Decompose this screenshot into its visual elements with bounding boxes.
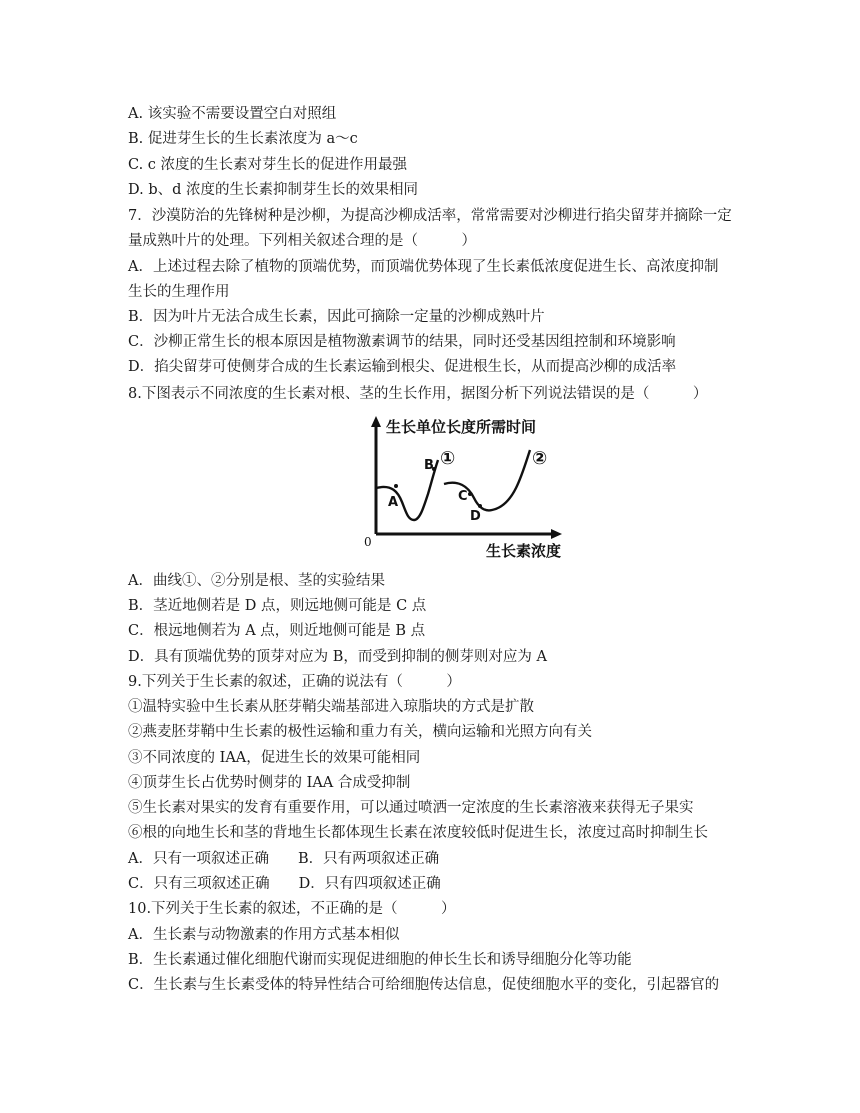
option-8c: C．根远地侧若为 A 点，则近地侧可能是 B 点	[128, 623, 426, 639]
option-10c: C．生长素与生长素受体的特异性结合可给细胞传达信息，促使细胞水平的变化，引起器官的	[128, 977, 720, 993]
auxin-curve-diagram	[352, 414, 592, 568]
point-c-label: C	[458, 489, 468, 504]
option-10b: B．生长素通过催化细胞代谢而实现促进细胞的伸长生长和诱导细胞分化等功能	[128, 952, 632, 968]
point-d-dot	[478, 504, 482, 508]
point-a-dot	[394, 484, 398, 488]
option-10a: A．生长素与动物激素的作用方式基本相似	[128, 927, 400, 943]
option-8d: D．具有顶端优势的顶芽对应为 B，而受到抑制的侧芽则对应为 A	[128, 649, 547, 665]
point-a-label: A	[388, 495, 399, 510]
y-axis-arrow	[371, 416, 381, 427]
x-axis-arrow	[551, 529, 562, 539]
statement-9-6: ⑥根的向地生长和茎的背地生长都体现生长素在浓度较低时促进生长，浓度过高时抑制生长	[128, 825, 708, 841]
curve-2-stem	[444, 450, 530, 510]
options-9-ab: A．只有一项叙述正确 B．只有两项叙述正确	[128, 851, 440, 867]
option-6d: D. b、d 浓度的生长素抑制芽生长的效果相同	[128, 182, 418, 198]
curve-1-label: ①	[440, 448, 456, 469]
question-7-stem-cont: 量成熟叶片的处理。下列相关叙述合理的是（ ）	[128, 233, 476, 249]
statement-9-1: ①温特实验中生长素从胚芽鞘尖端基部进入琼脂块的方式是扩散	[128, 699, 534, 715]
option-6c: C. c 浓度的生长素对芽生长的促进作用最强	[128, 157, 408, 173]
auxin-response-figure	[352, 414, 592, 568]
option-6b: B. 促进芽生长的生长素浓度为 a～c	[128, 131, 358, 147]
question-9-stem: 9.下列关于生长素的叙述，正确的说法有（ ）	[128, 674, 461, 690]
curve-2-label: ②	[532, 448, 548, 469]
option-7c: C．沙柳正常生长的根本原因是植物激素调节的结果，同时还受基因组控制和环境影响	[128, 334, 676, 350]
point-c-dot	[468, 492, 472, 496]
statement-9-5: ⑤生长素对果实的发育有重要作用，可以通过喷洒一定浓度的生长素溶液来获得无子果实	[128, 800, 694, 816]
point-b-label: B	[424, 458, 434, 473]
question-8-stem: 8.下图表示不同浓度的生长素对根、茎的生长作用，据图分析下列说法错误的是（ ）	[128, 386, 708, 402]
statement-9-2: ②燕麦胚芽鞘中生长素的极性运输和重力有关，横向运输和光照方向有关	[128, 724, 592, 740]
point-d-label: D	[470, 509, 481, 524]
statement-9-4: ④顶芽生长占优势时侧芽的 IAA 合成受抑制	[128, 775, 411, 791]
option-7a: A．上述过程去除了植物的顶端优势，而顶端优势体现了生长素低浓度促进生长、高浓度抑制	[128, 259, 719, 275]
origin-label: 0	[364, 535, 372, 549]
option-8a: A．曲线①、②分别是根、茎的实验结果	[128, 573, 385, 589]
question-10-stem: 10.下列关于生长素的叙述，不正确的是（ ）	[128, 901, 456, 917]
x-axis-label: 生长素浓度	[486, 542, 562, 560]
y-axis-label: 生长单位长度所需时间	[386, 418, 537, 436]
option-7b: B．因为叶片无法合成生长素，因此可摘除一定量的沙柳成熟叶片	[128, 309, 545, 325]
options-9-cd: C．只有三项叙述正确 D．只有四项叙述正确	[128, 876, 441, 892]
option-6a: A. 该实验不需要设置空白对照组	[128, 106, 337, 122]
option-8b: B．茎近地侧若是 D 点，则远地侧可能是 C 点	[128, 598, 427, 614]
option-7a-cont: 生长的生理作用	[128, 284, 230, 300]
statement-9-3: ③不同浓度的 IAA，促进生长的效果可能相同	[128, 750, 421, 766]
option-7d: D．掐尖留芽可使侧芽合成的生长素运输到根尖、促进根生长，从而提高沙柳的成活率	[128, 359, 677, 375]
question-7-stem: 7．沙漠防治的先锋树种是沙柳，为提高沙柳成活率，常常需要对沙柳进行掐尖留芽并摘除一定	[128, 208, 732, 224]
